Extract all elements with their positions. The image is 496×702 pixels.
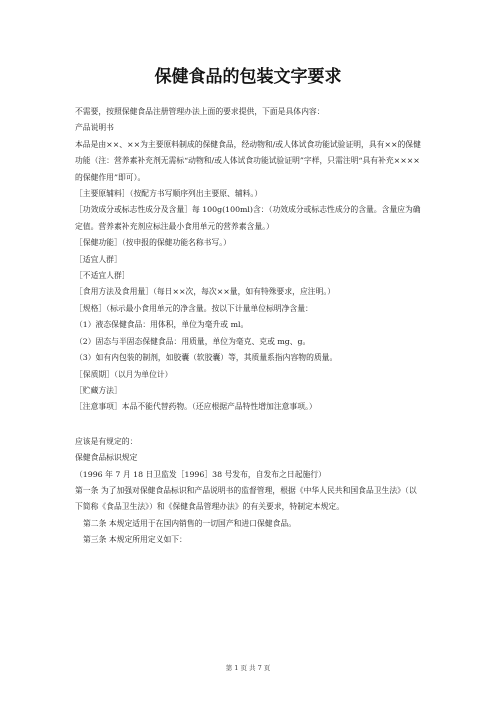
paragraph: 保健食品标识规定	[75, 453, 138, 463]
page-title: 保健食品的包装文字要求	[154, 67, 342, 87]
paragraph: （2）固态与半固态保健食品：用质量，单位为毫克、克或 mg、g。	[75, 336, 311, 346]
paragraph: （1）液态保健食品：用体积，单位为毫升或 ml。	[75, 320, 249, 330]
paragraph: ［规格］（标示最小食用单元的净含量。按以下计量单位标明净含量：	[75, 303, 313, 313]
paragraph: 产品说明书	[75, 123, 114, 133]
paragraph: ［贮藏方法］	[75, 385, 122, 395]
paragraph: ［功效成分或标志性成分及含量］每 100g(100ml)含：（功效成分或标志性成分的含量。含量应为确定值。营养素补充剂应标注最小食用单元的营养素含量。）	[75, 205, 421, 231]
paragraph: 第二条 本规定适用于在国内销售的一切国产和进口保健食品。	[83, 518, 296, 528]
section-gap	[75, 416, 421, 434]
paragraph: ［不适宜人群］	[75, 271, 130, 281]
paragraph: 不需要，按照保健食品注册管理办法上面的要求提供，下面是具体内容：	[75, 107, 325, 116]
paragraph: （3）如有内包装的制剂，如胶囊（软胶囊）等，其质量系指内容物的质量。	[75, 353, 338, 363]
paragraph: 第一条 为了加强对保健食品标识和产品说明书的监督管理，根据《中华人民共和国食品卫生法》（以下简称《食品卫生法》）和《保健食品管理办法》的有关要求，特制定本规定。	[75, 485, 417, 512]
paragraph: 本品是由××、××为主要原料制成的保健食品，经动物和/或人体试食功能试验证明，具有××的保健功能（注：营养素补充剂无需标“动物和/或人体试食功能试验证明”字样，只需注明“具有补充××××的保健作用”即可）。	[75, 139, 421, 182]
page-footer: 第 1 页 共 7 页	[225, 664, 271, 672]
paragraph: ［注意事项］本品不能代替药物。（还应根据产品特性增加注意事项。）	[75, 402, 317, 412]
paragraph: （1996 年 7 月 18 日卫监发［1996］38 号发布，自发布之日起施行）	[75, 469, 326, 479]
paragraph: 第三条 本规定所用定义如下：	[83, 535, 187, 545]
paragraph: ［主要原辅料］（按配方书写顺序列出主要原、辅料。）	[75, 189, 263, 199]
paragraph: ［适宜人群］	[75, 254, 122, 264]
paragraph: ［保质期］（以月为单位计）	[75, 369, 173, 379]
paragraph: 应该是有规定的：	[75, 436, 138, 446]
document-body	[75, 104, 421, 549]
paragraph: ［保健功能］（按申报的保健功能名称书写。）	[75, 238, 231, 248]
paragraph: ［食用方法及食用量］（每日××次，每次××量，如有特殊要求，应注明。）	[75, 287, 336, 297]
